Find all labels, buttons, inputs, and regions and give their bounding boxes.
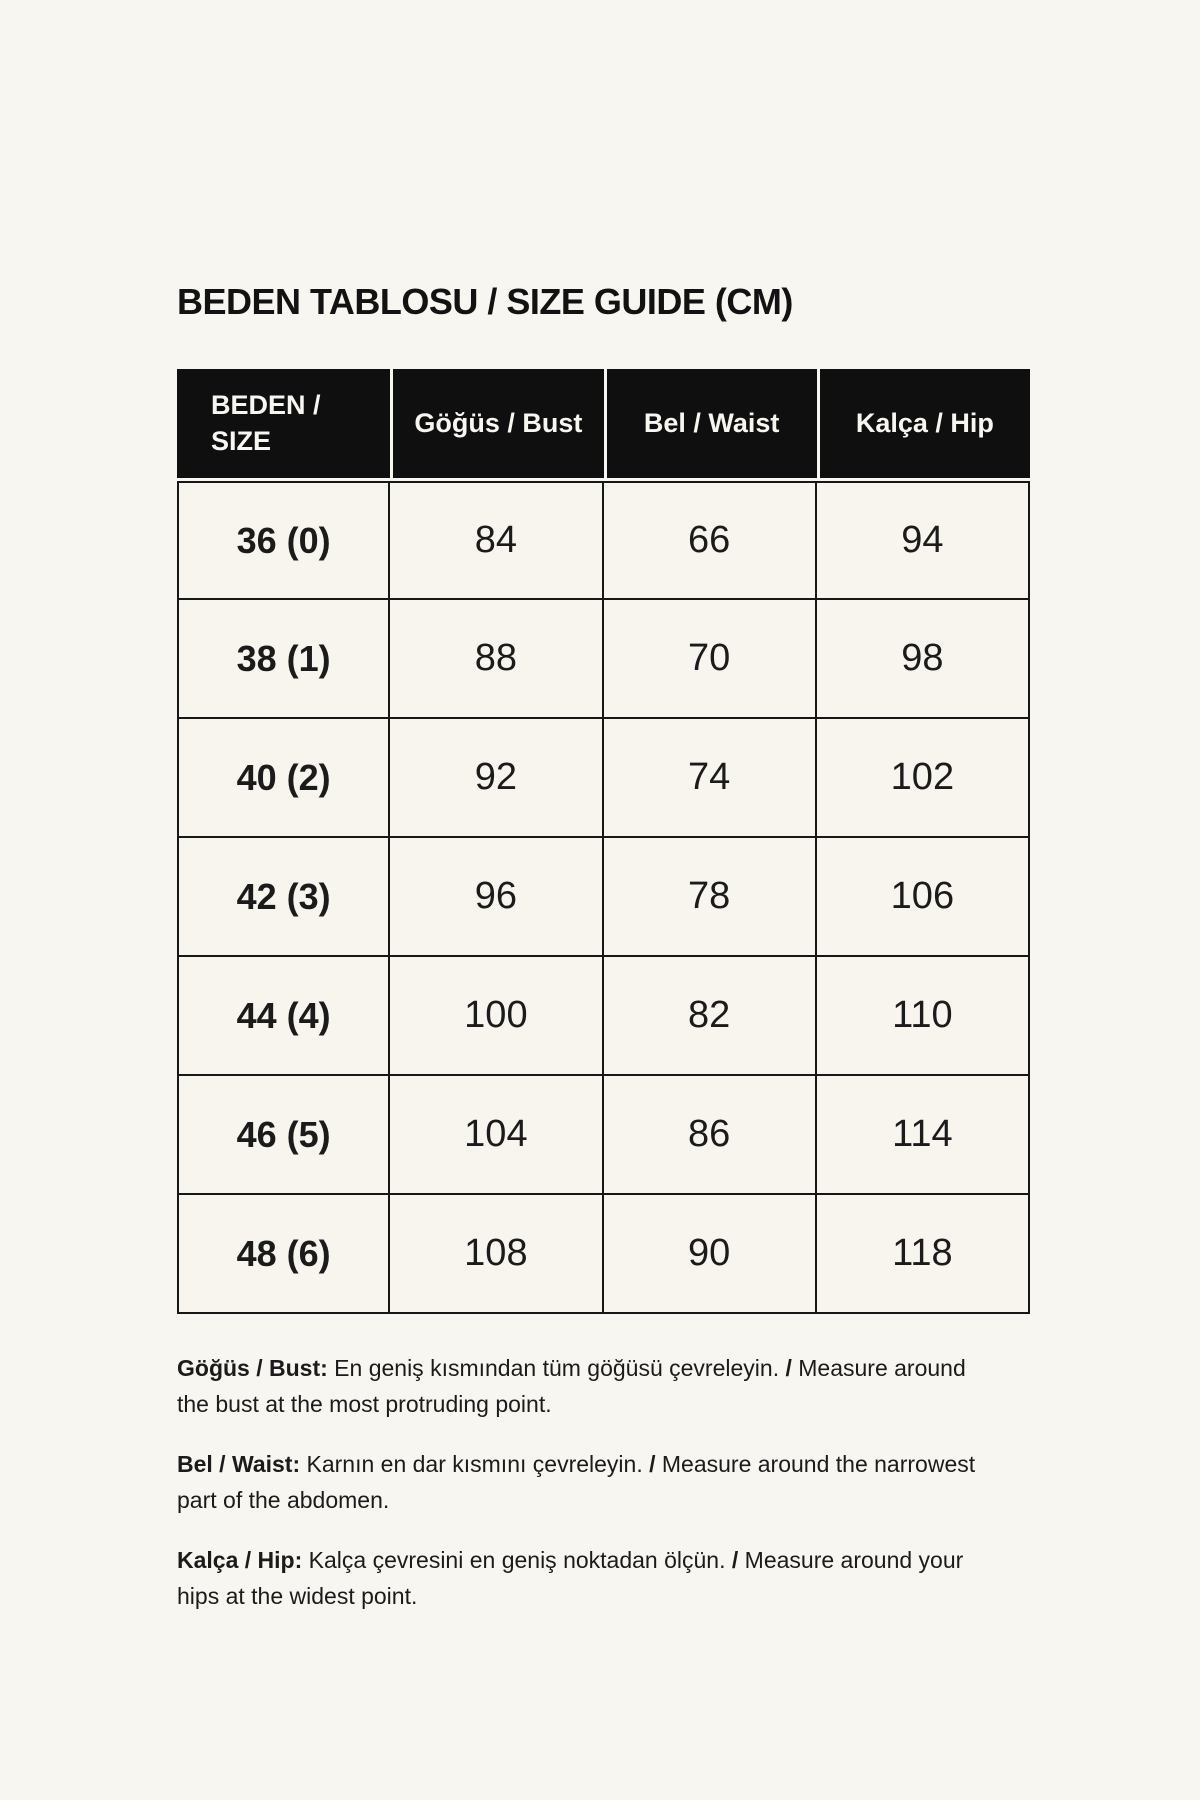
- size-label-cell: 46 (5): [177, 1076, 390, 1195]
- bust-value-cell: 92: [390, 719, 603, 838]
- header-cell-waist: Bel / Waist: [604, 369, 817, 481]
- size-label-cell: 42 (3): [177, 838, 390, 957]
- note-hip: [177, 1542, 989, 1614]
- bust-value-cell: 88: [390, 600, 603, 719]
- waist-value-cell: 70: [604, 600, 817, 719]
- note-bust-label: Göğüs / Bust:: [177, 1355, 328, 1381]
- size-label-cell: 48 (6): [177, 1195, 390, 1314]
- hip-value-cell: 118: [817, 1195, 1030, 1314]
- note-bust: [177, 1350, 989, 1422]
- bust-value-cell: 108: [390, 1195, 603, 1314]
- waist-value-cell: 66: [604, 481, 817, 600]
- waist-value-cell: 78: [604, 838, 817, 957]
- bust-value-cell: 96: [390, 838, 603, 957]
- hip-value-cell: 110: [817, 957, 1030, 1076]
- hip-value-cell: 102: [817, 719, 1030, 838]
- size-label-cell: 38 (1): [177, 600, 390, 719]
- bust-value-cell: 84: [390, 481, 603, 600]
- waist-value-cell: 86: [604, 1076, 817, 1195]
- note-waist-separator: /: [649, 1451, 656, 1477]
- waist-value-cell: 74: [604, 719, 817, 838]
- hip-value-cell: 114: [817, 1076, 1030, 1195]
- note-waist-label: Bel / Waist:: [177, 1451, 301, 1477]
- header-cell-size: BEDEN / SIZE: [177, 369, 390, 481]
- header-cell-bust: Göğüs / Bust: [390, 369, 603, 481]
- header-cell-hip: Kalça / Hip: [817, 369, 1030, 481]
- size-label-cell: 40 (2): [177, 719, 390, 838]
- size-label-cell: 36 (0): [177, 481, 390, 600]
- note-bust-separator: /: [785, 1355, 792, 1381]
- size-guide-table: [177, 369, 1030, 1314]
- waist-value-cell: 90: [604, 1195, 817, 1314]
- note-bust-text-tr: En geniş kısmından tüm göğüsü çevreleyin.: [334, 1355, 780, 1381]
- note-bust-text-en: Measure around the bust at the most protruding point.: [177, 1355, 966, 1417]
- note-hip-text-en: Measure around your hips at the widest point.: [177, 1547, 964, 1609]
- note-waist: [177, 1446, 989, 1518]
- bust-value-cell: 104: [390, 1076, 603, 1195]
- hip-value-cell: 106: [817, 838, 1030, 957]
- measurement-notes: [177, 1350, 989, 1638]
- note-waist-text-en: Measure around the narrowest part of the abdomen.: [177, 1451, 976, 1513]
- note-hip-text-tr: Kalça çevresini en geniş noktadan ölçün.: [308, 1547, 726, 1573]
- hip-value-cell: 98: [817, 600, 1030, 719]
- page-title: BEDEN TABLOSU / SIZE GUIDE (CM): [177, 281, 793, 322]
- waist-value-cell: 82: [604, 957, 817, 1076]
- size-label-cell: 44 (4): [177, 957, 390, 1076]
- bust-value-cell: 100: [390, 957, 603, 1076]
- note-waist-text-tr: Karnın en dar kısmını çevreleyin.: [306, 1451, 643, 1477]
- note-hip-separator: /: [731, 1547, 739, 1573]
- note-hip-label: Kalça / Hip:: [177, 1547, 303, 1573]
- hip-value-cell: 94: [817, 481, 1030, 600]
